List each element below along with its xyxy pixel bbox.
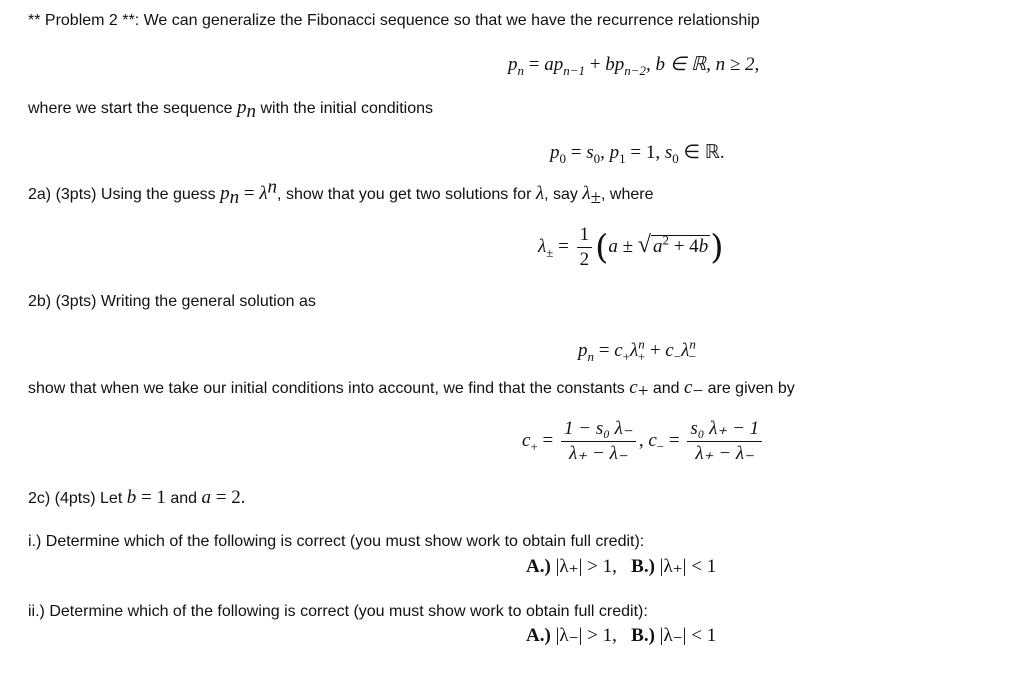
var: λ bbox=[259, 183, 268, 204]
sep: , bbox=[638, 430, 649, 451]
value: = 1 bbox=[136, 487, 166, 508]
fraction bbox=[687, 418, 762, 465]
var: b bbox=[126, 487, 137, 508]
part-2a-text bbox=[28, 176, 654, 209]
op: + bbox=[645, 340, 666, 361]
var: b bbox=[605, 54, 615, 75]
sup: 2 bbox=[662, 232, 669, 248]
question-ii-options bbox=[526, 626, 716, 646]
op: = bbox=[566, 142, 587, 163]
var: p bbox=[578, 340, 588, 361]
problem-intro: ** Problem 2 **: We can generalize the Fibonacci sequence so that we have the recurrence relationship bbox=[28, 12, 760, 29]
option-a-label: A.) bbox=[526, 625, 556, 646]
condition: , b ∈ ℝ, n ≥ 2, bbox=[646, 54, 760, 75]
var: λ bbox=[582, 183, 591, 204]
denominator: λ₊ − λ₋ bbox=[569, 443, 628, 465]
var: p bbox=[609, 142, 620, 163]
var: p bbox=[553, 54, 564, 75]
var: b bbox=[698, 236, 709, 257]
var: a bbox=[652, 236, 663, 257]
denominator: 2 bbox=[579, 249, 590, 271]
value: = 2. bbox=[211, 487, 246, 508]
sep: , bbox=[600, 142, 610, 163]
sub: 0 bbox=[559, 150, 566, 166]
op: + 4 bbox=[668, 236, 699, 257]
var: λ bbox=[538, 236, 547, 257]
var: a bbox=[608, 236, 618, 257]
numerator: 1 bbox=[577, 224, 593, 248]
var: p bbox=[508, 54, 518, 75]
option-b-label: B.) bbox=[631, 625, 660, 646]
op: = bbox=[594, 340, 615, 361]
text: , where bbox=[601, 186, 654, 203]
option-b: |λ₊| < 1 bbox=[659, 556, 717, 577]
option-b-label: B.) bbox=[631, 556, 660, 577]
option-b: |λ₋| < 1 bbox=[659, 625, 717, 646]
sub: + bbox=[530, 438, 538, 454]
var: λ bbox=[681, 340, 690, 361]
sub: n bbox=[229, 187, 240, 209]
text: 2a) (3pts) Using the guess bbox=[28, 186, 221, 203]
op: = bbox=[524, 54, 545, 75]
sub: n bbox=[517, 62, 524, 78]
constants-formula bbox=[522, 418, 765, 465]
sub: + bbox=[637, 381, 649, 403]
fraction bbox=[577, 224, 593, 271]
sub: − bbox=[688, 348, 697, 364]
var: c bbox=[522, 430, 531, 451]
numerator: s₀ λ₊ − 1 bbox=[687, 418, 762, 442]
sqrt-icon: √ bbox=[637, 232, 651, 258]
text: , show that you get two solutions for bbox=[277, 186, 536, 203]
text: and bbox=[165, 490, 202, 507]
var: a bbox=[201, 487, 212, 508]
option-a: |λ₋| > 1, bbox=[555, 625, 617, 646]
question-ii: ii.) Determine which of the following is correct (you must show work to obtain full credit): bbox=[28, 603, 648, 620]
part-2c-text bbox=[28, 488, 245, 509]
sub: ± bbox=[546, 244, 554, 260]
recurrence-equation bbox=[508, 54, 760, 78]
paren: ( bbox=[595, 227, 609, 268]
sub: + bbox=[622, 348, 630, 364]
sub: − bbox=[692, 381, 704, 403]
general-solution bbox=[578, 336, 697, 364]
sup: n bbox=[638, 336, 645, 352]
sub: n bbox=[246, 101, 257, 123]
op: = 1, bbox=[625, 142, 665, 163]
var: s bbox=[586, 142, 594, 163]
paren: ) bbox=[710, 227, 724, 268]
op: = bbox=[553, 236, 574, 257]
text: and bbox=[648, 380, 684, 397]
var: p bbox=[550, 142, 560, 163]
lambda-formula bbox=[538, 222, 723, 271]
question-i: i.) Determine which of the following is correct (you must show work to obtain full credit): bbox=[28, 533, 645, 550]
var: c bbox=[665, 340, 674, 361]
text: with the initial conditions bbox=[256, 100, 433, 117]
condition: ∈ ℝ. bbox=[678, 142, 725, 163]
text: show that when we take our initial conditions into account, we find that the constants bbox=[28, 380, 630, 397]
fraction bbox=[561, 418, 636, 465]
question-i-options bbox=[526, 557, 716, 577]
var: c bbox=[629, 377, 638, 398]
show-constants-text bbox=[28, 377, 795, 403]
denominator: λ₊ − λ₋ bbox=[695, 443, 755, 465]
op: ± bbox=[617, 236, 638, 257]
sup: n bbox=[267, 176, 278, 198]
var: λ bbox=[630, 340, 639, 361]
initial-conditions bbox=[550, 142, 725, 166]
text: 2c) (4pts) Let bbox=[28, 490, 127, 507]
where-line bbox=[28, 97, 433, 123]
sub: + bbox=[637, 348, 646, 364]
numerator: 1 − s₀ λ₋ bbox=[561, 418, 636, 442]
sub: − bbox=[673, 348, 682, 364]
var: c bbox=[614, 340, 623, 361]
var: c bbox=[648, 430, 657, 451]
sub: 1 bbox=[619, 150, 626, 166]
part-2b-text: 2b) (3pts) Writing the general solution as bbox=[28, 293, 316, 310]
sub: n−2 bbox=[624, 62, 646, 78]
text: where we start the sequence bbox=[28, 100, 238, 117]
sub: − bbox=[656, 438, 665, 454]
var: p bbox=[220, 183, 230, 204]
var: p bbox=[237, 97, 247, 118]
option-a: |λ₊| > 1, bbox=[555, 556, 617, 577]
sub: 0 bbox=[672, 150, 679, 166]
sup: n bbox=[689, 336, 696, 352]
radicand bbox=[651, 232, 710, 257]
var: λ bbox=[535, 183, 545, 204]
var: c bbox=[684, 377, 693, 398]
sub: n−1 bbox=[563, 62, 585, 78]
option-a-label: A.) bbox=[526, 556, 556, 577]
op: = bbox=[239, 183, 260, 204]
var: a bbox=[544, 54, 554, 75]
var: p bbox=[614, 54, 625, 75]
op: + bbox=[585, 54, 606, 75]
sub: n bbox=[587, 348, 594, 364]
var: s bbox=[664, 142, 673, 163]
op: = bbox=[664, 430, 685, 451]
op: = bbox=[537, 430, 558, 451]
sub: ± bbox=[590, 187, 601, 209]
text: are given by bbox=[703, 380, 795, 397]
text: , say bbox=[544, 186, 583, 203]
sub: 0 bbox=[593, 150, 601, 166]
